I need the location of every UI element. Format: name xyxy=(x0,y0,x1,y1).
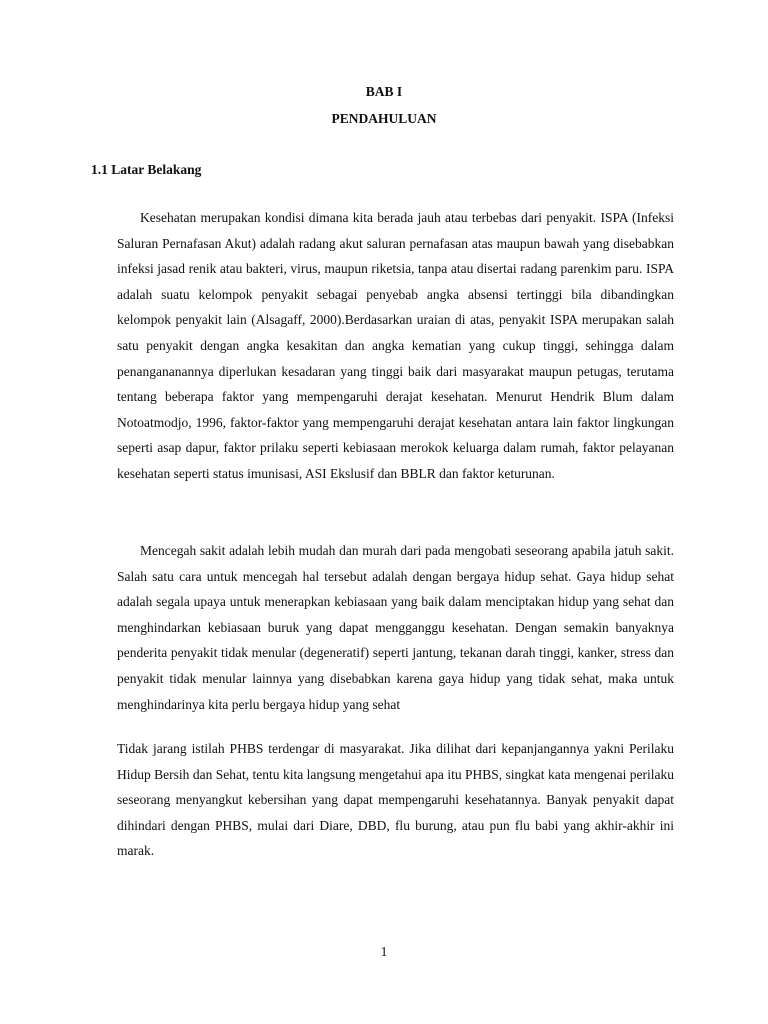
paragraph: Kesehatan merupakan kondisi dimana kita berada jauh atau terbebas dari penyakit. ISPA (Infeksi Saluran Pernafasan Akut) adalah radang akut saluran pernafasan atas maupun bawah yang disebabkan infeksi jasad renik atau bakteri, virus, maupun riketsia, tanpa atau disertai radang parenkim paru. ISPA adalah suatu kelompok penyakit sebagai penyebab angka absensi tertinggi bila dibandingkan kelompok penyakit lain (Alsagaff, 2000).Berdasarkan uraian di atas, penyakit ISPA merupakan salah satu penyakit dengan angka kesakitan dan angka kematian yang cukup tinggi, sehingga dalam penangananannya diperlukan kesadaran yang tinggi baik dari masyarakat maupun petugas, terutama tentang beberapa faktor yang mempengaruhi derajat kesehatan. Menurut Hendrik Blum dalam Notoatmodjo, 1996, faktor-faktor yang mempengaruhi derajat kesehatan antara lain faktor lingkungan seperti asap dapur, faktor prilaku seperti kebiasaan merokok keluarga dalam rumah, faktor pelayanan kesehatan seperti status imunisasi, ASI Ekslusif dan BBLR dan faktor keturunan. xyxy=(117,210,674,481)
page-number: 1 xyxy=(380,944,388,959)
section-title: 1.1 Latar Belakang xyxy=(91,162,202,177)
chapter-heading: BAB I xyxy=(365,84,403,99)
paragraph-1-block xyxy=(117,205,674,487)
paragraph-3-block xyxy=(117,736,674,864)
chapter-title: PENDAHULUAN xyxy=(331,111,437,126)
paragraph-2-block xyxy=(117,538,674,717)
paragraph: Tidak jarang istilah PHBS terdengar di masyarakat. Jika dilihat dari kepanjangannya yakni Perilaku Hidup Bersih dan Sehat, tentu kita langsung mengetahui apa itu PHBS, singkat kata mengenai perilaku seseorang menyangkut kebersihan yang dapat mempengaruhi kesehatannya. Banyak penyakit dapat dihindari dengan PHBS, mulai dari Diare, DBD, flu burung, atau pun flu babi yang akhir-akhir ini marak. xyxy=(117,741,674,859)
paragraph: Mencegah sakit adalah lebih mudah dan murah dari pada mengobati seseorang apabila jatuh sakit. Salah satu cara untuk mencegah hal tersebut adalah dengan bergaya hidup sehat. Gaya hidup sehat adalah segala upaya untuk menerapkan kebiasaan yang baik dalam menciptakan hidup yang sehat dan menghindarkan kebiasaan buruk yang dapat mengganggu kesehatan. Dengan semakin banyaknya penderita penyakit tidak menular (degeneratif) seperti jantung, tekanan darah tinggi, kanker, stress dan penyakit tidak menular lainnya yang disebabkan karena gaya hidup yang tidak sehat, maka untuk menghindarinya kita perlu bergaya hidup yang sehat xyxy=(117,543,674,712)
